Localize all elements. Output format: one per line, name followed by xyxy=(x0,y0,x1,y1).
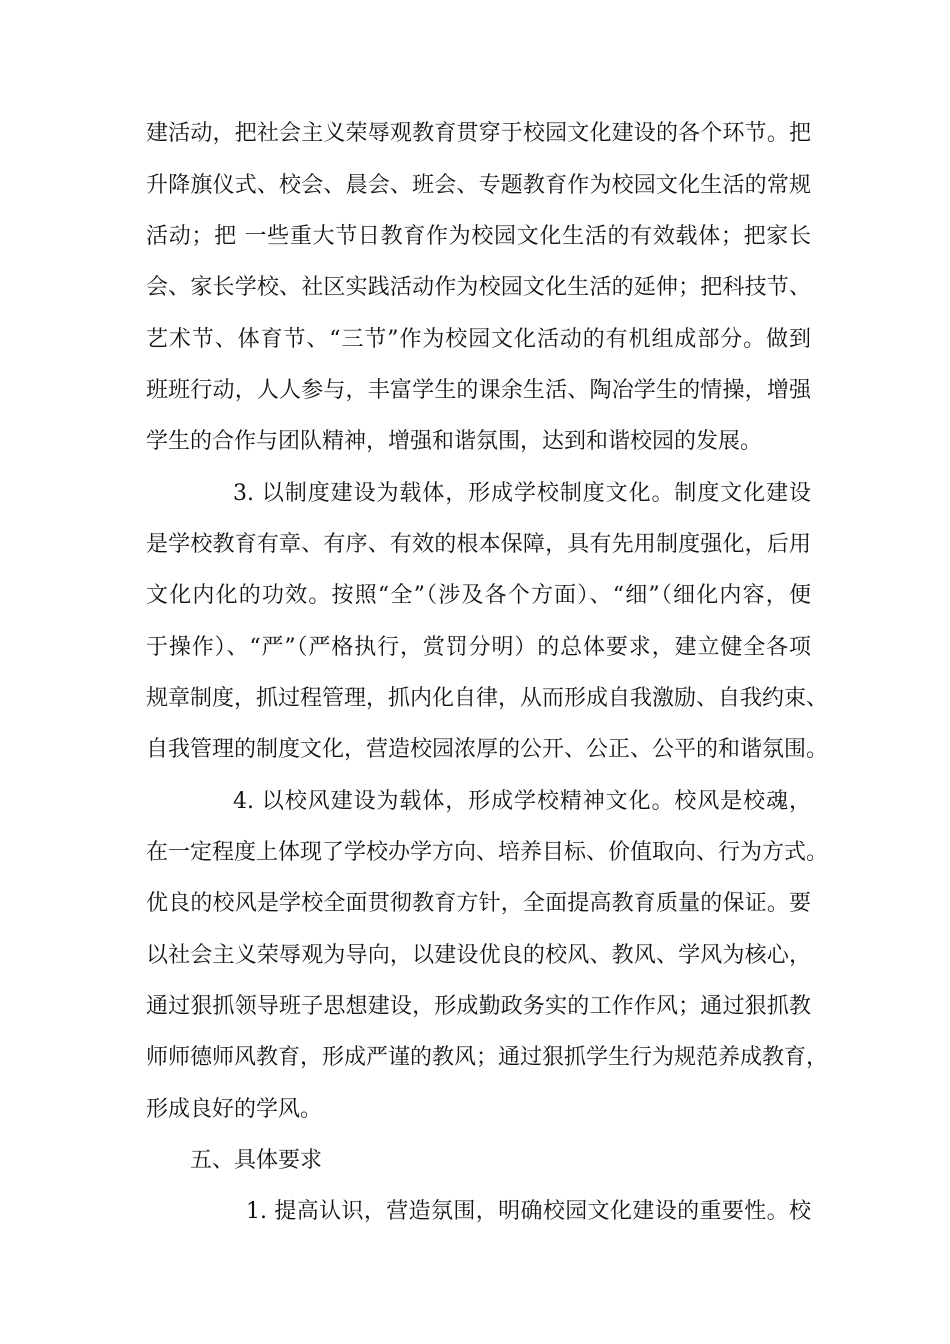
text-line: 会、家长学校、社区实践活动作为校园文化生活的延伸；把科技节、 xyxy=(146,275,811,300)
section-heading: 五、具体要求 xyxy=(190,1148,323,1173)
text-line: 师师德师风教育，形成严谨的教风；通过狠抓学生行为规范养成教育， xyxy=(146,1045,829,1070)
text-line: 于操作）、“严”（严格执行，赏罚分明）的总体要求，建立健全各项 xyxy=(146,635,811,660)
text-line: 在一定程度上体现了学校办学方向、培养目标、价值取向、行为方式。 xyxy=(146,840,829,865)
text-line: 班班行动，人人参与，丰富学生的课余生活、陶冶学生的情操，增强 xyxy=(146,378,811,403)
text-line: 建活动，把社会主义荣辱观教育贯穿于校园文化建设的各个环节。把 xyxy=(146,121,811,146)
text-line: 规章制度，抓过程管理，抓内化自律，从而形成自我激励、自我约束、 xyxy=(146,686,829,711)
text-line: 优良的校风是学校全面贯彻教育方针，全面提高教育质量的保证。要 xyxy=(146,891,811,916)
section-item-3: 3. 以制度建设为载体，形成学校制度文化。制度文化建设 xyxy=(233,481,811,506)
section-item-4: 4. 以校风建设为载体，形成学校精神文化。校风是校魂， xyxy=(233,789,811,814)
text-line: 是学校教育有章、有序、有效的根本保障，具有先用制度强化，后用 xyxy=(146,532,811,557)
text-line: 形成良好的学风。 xyxy=(146,1097,323,1122)
text-line: 艺术节、体育节、“三节”作为校园文化活动的有机组成部分。做到 xyxy=(146,327,811,352)
text-line: 学生的合作与团队精神，增强和谐氛围，达到和谐校园的发展。 xyxy=(146,429,763,454)
text-line: 活动；把 一些重大节日教育作为校园文化生活的有效载体；把家长 xyxy=(146,224,811,249)
text-line: 通过狠抓领导班子思想建设，形成勤政务实的工作作风；通过狠抓教 xyxy=(146,994,811,1019)
text-line: 以社会主义荣辱观为导向，以建设优良的校风、教风、学风为核心， xyxy=(146,943,811,968)
text-line: 自我管理的制度文化，营造校园浓厚的公开、公正、公平的和谐氛围。 xyxy=(146,737,829,762)
section-item-1: 1. 提高认识，营造氛围，明确校园文化建设的重要性。校 xyxy=(246,1199,811,1224)
text-line: 升降旗仪式、校会、晨会、班会、专题教育作为校园文化生活的常规 xyxy=(146,173,811,198)
text-line: 文化内化的功效。按照“全”（涉及各个方面）、“细”（细化内容，便 xyxy=(146,583,811,608)
